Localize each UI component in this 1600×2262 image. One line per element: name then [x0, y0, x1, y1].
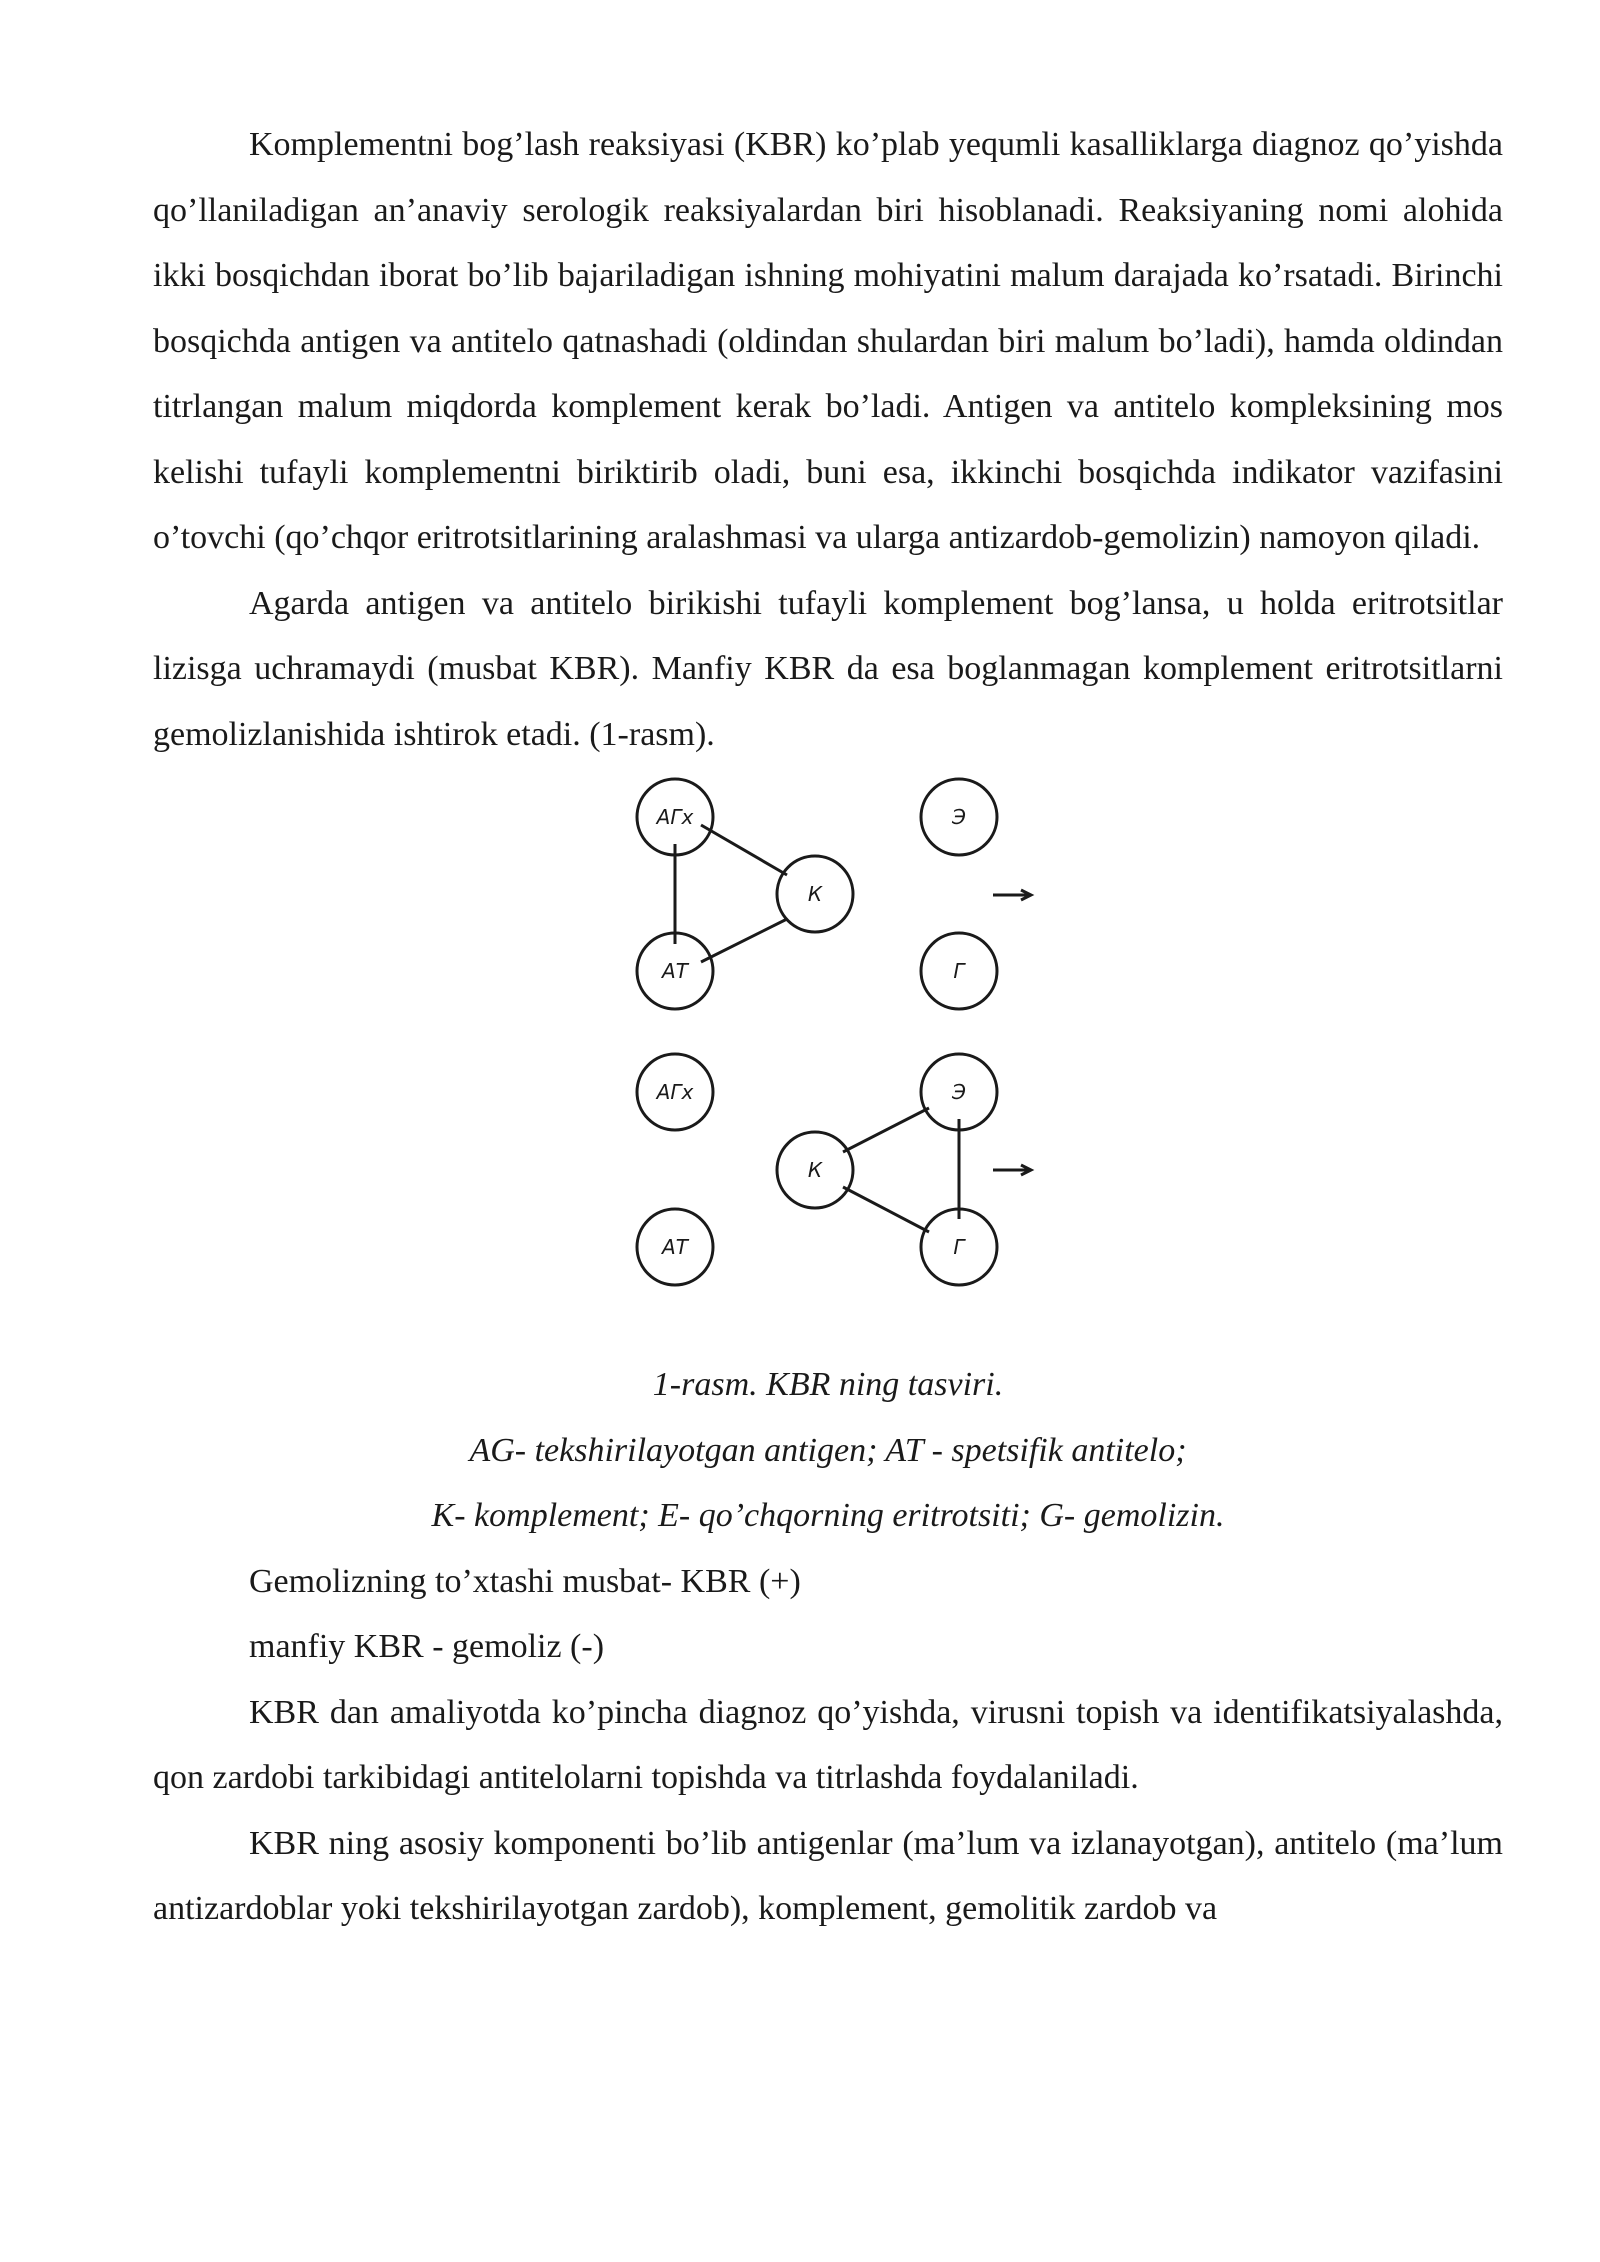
caption-legend-1: AG- tekshirilayotgan antigen; AT - spetsifik antitelo; [469, 1431, 1187, 1469]
paragraph-kbr-components: KBR ning asosiy komponenti bo’lib antigenlar (ma’lum va izlanayotgan), antitelo (ma’lum antizardoblar yoki tekshirilayotgan zardob), komplement, gemolitik zardob va [153, 1824, 1503, 1927]
bottom-k-e-edge [843, 1108, 929, 1152]
bottom-k-label: К [807, 1158, 823, 1182]
bottom-k-g-edge [843, 1187, 929, 1232]
caption-legend-2: K- komplement; E- qo’chqorning eritrotsiti; G- gemolizin. [431, 1497, 1225, 1534]
top-g-label: Г [953, 959, 965, 983]
paragraph-kbr-intro: Komplementni bog’lash reaksiyasi (KBR) ko’plab yequmli kasalliklarga diagnoz qo’yishda qo’llaniladigan an’anaviy serologik reaksiyalardan biri hisoblanadi. Reaksiyaning nomi alohida ikki bosqichdan iborat bo’lib bajariladigan ishning mohiyatini malum darajada ko’rsatadi. Birinchi bosqichda antigen va antitelo qatnashadi (oldindan shulardan biri malum bo’ladi), hamda oldindan titrlangan malum miqdorda komplement kerak bo’ladi. Antigen va antitelo kompleksining mos kelishi tufayli komplementni biriktirib oladi, buni esa, ikkinchi bosqichda indikator vazifasini o’tovchi (qo’chqor eritrotsitlarining aralashmasi va ularga antizardob-gemolizin) namoyon qiladi. [153, 126, 1503, 556]
top-agx-k-edge [701, 825, 787, 875]
top-agx-label: АГх [656, 805, 694, 829]
document-body [153, 112, 1503, 1942]
paragraph-kbr-result: Agarda antigen va antitelo birikishi tufayli komplement bog’lansa, u holda eritrotsitlar lizisga uchramaydi (musbat KBR). Manfiy KBR da esa boglanmagan komplement eritrotsitlarni gemolizlanishida ishtirok etadi. (1-rasm). [153, 584, 1503, 753]
paragraph-kbr-usage: KBR dan amaliyotda ko’pincha diagnoz qo’yishda, virusni topish va identifikatsiyalashda, qon zardobi tarkibidagi antitelolarni topishda va titrlashda foydalaniladi. [153, 1693, 1503, 1796]
bottom-e-label: Э [952, 1080, 966, 1104]
bottom-g-label: Г [953, 1235, 965, 1259]
top-e-label: Э [952, 805, 966, 829]
figure-caption [153, 1352, 1503, 1549]
bottom-agx-label: АГх [656, 1080, 694, 1104]
caption-title: 1-rasm. KBR ning tasviri. [652, 1366, 1004, 1403]
line-negative: manfiy KBR - gemoliz (-) [249, 1628, 605, 1665]
top-at-label: АТ [662, 959, 688, 983]
bottom-at-label: АТ [662, 1235, 688, 1259]
kbr-diagram [153, 767, 1503, 1352]
top-k-label: К [807, 882, 823, 906]
line-positive: Gemolizning to’xtashi musbat- KBR (+) [249, 1562, 801, 1600]
top-at-k-edge [701, 919, 787, 962]
kbr-diagram-svg [153, 767, 1503, 1352]
